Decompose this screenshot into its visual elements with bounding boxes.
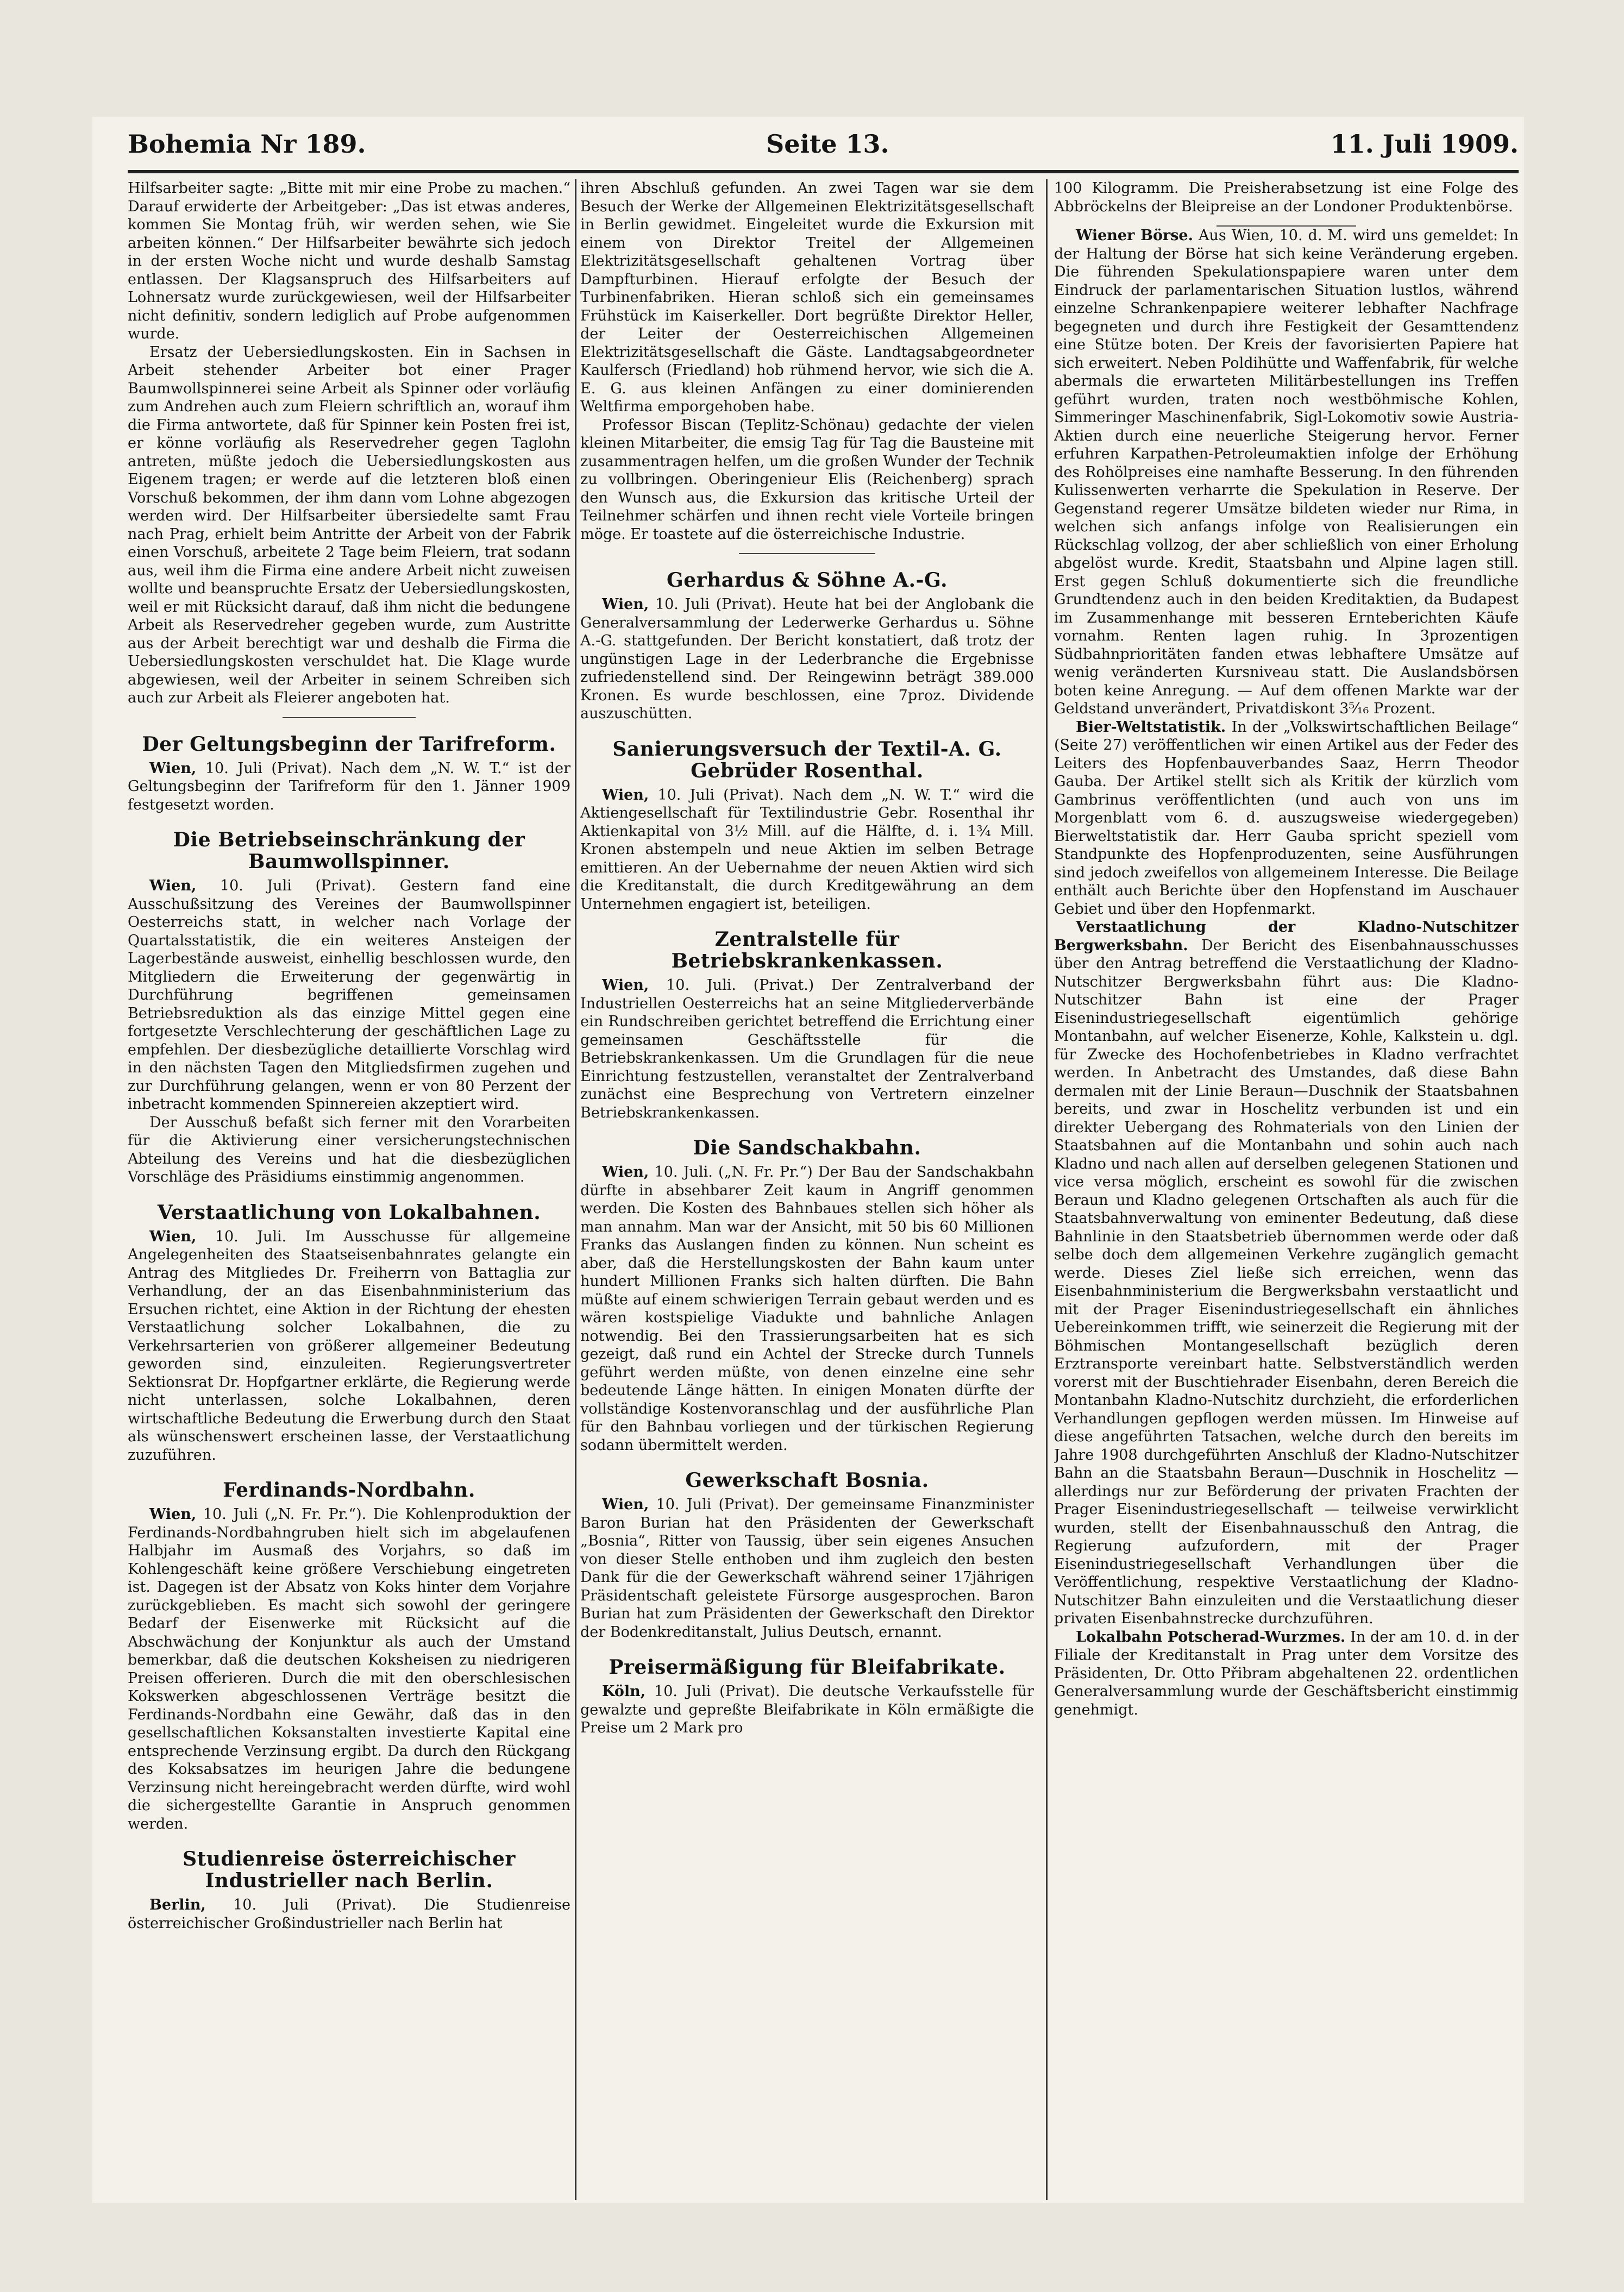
article-paragraph <box>580 1682 1034 1737</box>
article-paragraph <box>1054 918 1519 1628</box>
article-paragraph <box>128 759 570 814</box>
column-rule <box>1046 179 1048 2200</box>
article-heading: Die Sandschakbahn. <box>693 1136 921 1159</box>
dateline: Wien, <box>149 759 197 777</box>
dateline: Wien, <box>149 877 197 894</box>
article-paragraph: ihren Abschluß gefunden. An zwei Tagen war sie dem Besuch der Werke der Allgemeinen Elektrizitätsgesellschaft in Berlin gewidmet. Eingeleitet wurde die Exkursion mit einem von Direktor Treitel der Allgemeinen Elektrizitätsgesellschaft gehaltenen Vortrag über Dampfturbinen. Hierauf erfolgte der Besuch der Turbinenfabriken. Hieran schloß sich ein gemeinsames Frühstück im Kaiserkeller. Dort begrüßte Direktor Heller, der Leiter der Oesterreichischen Allgemeinen Elektrizitätsgesellschaft die Gäste. Landtagsabgeordneter Kaulfersch (Friedland) hob rühmend hervor, wie sich die A. E. G. aus kleinen Anfängen zu einer dominierenden Weltfirma emporgehoben habe. <box>580 180 1034 415</box>
dateline: Wien, <box>149 1228 197 1245</box>
article-paragraph: Ersatz der Uebersiedlungskosten. Ein in Sachsen in Arbeit stehender Arbeiter bot einer Prager Baumwollspinnerei seine Arbeit als Spinner oder vorläufig zum Andrehen auch zum Fleiern schriftlich an, worauf ihm die Firma antwortete, daß für Spinner kein Posten frei ist, er könne vorläufig als Reservedreher gegen Taglohn antreten, müßte jedoch die Uebersiedlungskosten aus Eigenem tragen; er werde auf die letzteren bloß einen Vorschuß bekommen, der ihm dann vom Lohne abgezogen werden wird. Der Hilfsarbeiter übersiedelte samt Frau nach Prag, erhielt beim Antritte der Arbeit von der Fabrik einen Vorschuß, arbeitete 2 Tage beim Fleiern, trat sodann aus, weil ihm die Firma eine andere Arbeit nicht zuweisen wollte und beanspruchte Ersatz der Uebersiedlungskosten, weil er mit Rücksicht darauf, daß ihm nicht die bedungene Arbeit als Reservedreher gegeben wurde, zum Austritte aus der Arbeit berechtigt war und deshalb die Firma die Uebersiedlungskosten verschuldet hat. Die Klage wurde abgewiesen, weil der Arbeiter in seinem Schreiben sich auch zur Arbeit als Fleierer angeboten hat. <box>128 343 570 706</box>
article-text: 10. Juli (Privat). Die Studienreise österreichischer Großindustrieller nach Berlin hat <box>128 1897 570 1932</box>
article-paragraph <box>580 1163 1034 1454</box>
run-in-heading: Verstaatlichung der Kladno-Nutschitzer Bergwerksbahn. <box>1054 919 1519 954</box>
header-page-number: Seite 13. <box>766 129 889 159</box>
article-paragraph <box>128 877 570 1114</box>
dateline: Wien, <box>149 1506 197 1523</box>
article-text: 10. Juli („N. Fr. Pr.“). Die Kohlenproduktion der Ferdinands-Nordbahngruben hielt sich im abgelaufenen Halbjahr im Ausmaß des Vorjahrs, so daß im Kohlengeschäft keine größere Verschiebung eingetreten ist. Dagegen ist der Absatz von Koks hinter dem Vorjahre zurückgeblieben. Es macht sich sowohl der geringere Bedarf der Eisenwerke mit Rücksicht auf die Abschwächung der Konjunktur als auch der Umstand bemerkbar, daß die deutschen Koksheisen zu niedrigeren Preisen offerieren. Durch die mit den oberschlesischen Kokswerken abgeschlossenen Verträge besitzt die Ferdinands-Nordbahn eine Gewähr, daß das in den gesellschaftlichen Koksanstalten investierte Kapital eine entsprechende Verzinsung ergibt. Da durch den Rückgang des Koksabsatzes im heurigen Jahre die bedungene Verzinsung nicht hereingebracht werden dürfte, wird wohl die sichergestellte Garantie in Anspruch genommen werden. <box>128 1506 570 1832</box>
article-paragraph: Professor Biscan (Teplitz-Schönau) gedachte der vielen kleinen Mitarbeiter, die emsig Tag für Tag die Bausteine mit zusammentragen helfen, um die großen Wunder der Technik zu vollbringen. Oberingenieur Elis (Reichenberg) sprach den Wunsch aus, die Exkursion das kritische Urteil der Teilnehmer schärfen und ihnen recht viele Vorteile bringen möge. Er toastete auf die österreichische Industrie. <box>580 416 1034 543</box>
article-heading: Preisermäßigung für Bleifabrikate. <box>609 1656 1006 1679</box>
article-paragraph <box>580 786 1034 914</box>
article-separator <box>739 553 875 554</box>
article-paragraph: 100 Kilogramm. Die Preisherabsetzung ist eine Folge des Abbröckelns der Bleipreise an der Londoner Produktenbörse. <box>1054 180 1519 215</box>
article-text: 10. Juli (Privat). Heute hat bei der Anglobank die Generalversammlung der Lederwerke Gerhardus u. Söhne A.-G. stattgefunden. Der Bericht konstatiert, daß trotz der ungünstigen Lage in der Lederbranche die Ergebnisse zufriedenstellend sind. Der Reingewinn beträgt 389.000 Kronen. Es wurde beschlossen, eine 7proz. Dividende auszuschütten. <box>580 596 1034 722</box>
article-heading: Der Geltungsbeginn der Tarifreform. <box>142 732 556 756</box>
column-2 <box>580 179 1034 2200</box>
article-text: 10. Juli. Im Ausschusse für allgemeine Angelegenheiten des Staatseisenbahnrates gelangte ein Antrag des Mitgliedes Dr. Freiherrn von Battaglia zur Verhandlung, der an das Eisenbahnministerium das Ersuchen richtet, eine Aktion in der Richtung der ehesten Verstaatlichung solcher Lokalbahnen, die zu Verkehrsarterien von größerer allgemeiner Bedeutung geworden sind, einzuleiten. Regierungsvertreter Sektionsrat Dr. Hopfgartner erklärte, die Regierung werde nicht unterlassen, solche Lokalbahnen, deren wirtschaftliche Bedeutung die Erwerbung durch den Staat als wünschenswert erscheinen lasse, der Verstaatlichung zuzuführen. <box>128 1228 570 1464</box>
article-text: Aus Wien, 10. d. M. wird uns gemeldet: In der Haltung der Börse hat sich keine Veränderung ergeben. Die führenden Spekulationspapiere waren unter dem Eindruck der parlamentarischen Situation lustlos, während einzelne Schrankenpapiere weiterer lebhafter Nachfrage begegneten und durch ihre Festigkeit der Gesamttendenz eine Stütze boten. Der Kreis der favorisierten Papiere hat sich erweitert. Neben Poldihütte und Waffenfabrik, für welche abermals die erwarteten Militärbestellungen ins Treffen geführt wurden, traten noch westböhmische Kohlen, Simmeringer Maschinenfabrik, Sigl-Lokomotiv sowie Austria-Aktien durch eine neuerliche Steigerung hervor. Ferner erfuhren Karpathen-Petroleumaktien infolge der Erhöhung des Rohölpreises eine namhafte Besserung. In den führenden Kulissenwerten verharrte die Spekulation in Reserve. Der Gegenstand regerer Umsätze bildeten wieder nur Rima, in welchen sich anfangs infolge von Realisierungen ein Rückschlag vollzog, der aber schließlich von einer Erholung abgelöst wurde. Kredit, Staatsbahn und Alpine lagen still. Erst gegen Schluß dokumentierte sich die freundliche Grundtendenz auch in den beiden Kreditaktien, da Budapest im Zusammenhange mit besseren Ernteberichten Käufe vornahm. Renten lagen ruhig. In 3prozentigen Südbahnprioritäten fanden etwas lebhaftere Umsätze auf wenig veränderten Kursniveau statt. Die Auslandsbörsen boten keine Anregung. — Auf dem offenen Markte war der Geldstand unverändert, Privatdiskont 3⁵⁄₁₆ Prozent. <box>1054 227 1519 717</box>
column-3 <box>1054 179 1519 2200</box>
article-text: In der am 10. d. in der Filiale der Kreditanstalt in Prag unter dem Vorsitze des Präsidenten, Dr. Otto Přibram abgehaltenen 22. ordentlichen Generalversammlung wurde der Geschäftsbericht einstimmig genehmigt. <box>1054 1628 1519 1718</box>
article-text: 10. Juli. (Privat.) Der Zentralverband der Industriellen Oesterreichs hat an seine Mitgliederverbände ein Rundschreiben gerichtet betreffend die Errichtung einer gemeinsamen Geschäftsstelle für die Betriebskrankenkassen. Um die Grundlagen für die neue Einrichtung festzustellen, veranstaltet der Zentralverband zunächst eine Besprechung von Vertretern einzelner Betriebskrankenkassen. <box>580 977 1034 1121</box>
article-heading: Verstaatlichung von Lokalbahnen. <box>157 1201 541 1224</box>
article-paragraph: Hilfsarbeiter sagte: „Bitte mit mir eine Probe zu machen.“ Darauf erwiderte der Arbeitgeber: „Das ist etwas anderes, kommen Sie Montag früh, wir werden sehen, wie Sie arbeiten können.“ Der Hilfsarbeiter bewährte sich jedoch in der ersten Woche nicht und wurde deshalb Samstag entlassen. Der Klagsanspruch des Hilfsarbeiters auf Lohnersatz wurde zurückgewiesen, weil der Hilfsarbeiter nicht definitiv, sondern lediglich auf Probe aufgenommen wurde. <box>128 180 570 342</box>
article-paragraph <box>580 595 1034 723</box>
header-issue: Bohemia Nr 189. <box>128 129 366 159</box>
article-paragraph <box>580 1496 1034 1641</box>
article-text: 10. Juli (Privat). Der gemeinsame Finanzminister Baron Burian hat den Präsidenten der Gewerkschaft „Bosnia“, Ritter von Taussig, über sein eigenes Ansuchen von dieser Stelle enthoben und ihm zugleich den besten Dank für die der Gewerkschaft während seiner 17jährigen Präsidentschaft geleistete Fürsorge ausgesprochen. Baron Burian hat zum Präsidenten der Gewerkschaft den Direktor der Bodenkreditanstalt, Julius Deutsch, ernannt. <box>580 1496 1034 1641</box>
run-in-heading: Lokalbahn Potscherad-Wurzmes. <box>1076 1628 1346 1646</box>
article-paragraph <box>1054 1628 1519 1719</box>
header-rule <box>128 170 1519 173</box>
article-text: In der „Volkswirtschaftlichen Beilage“ (Seite 27) veröffentlichen wir einen Artikel aus der Feder des Leiters des Hopfenbauverbandes Saaz, Herrn Theodor Gauba. Der Artikel stellt sich als Kritik der kürzlich vom Gambrinus veröffentlichten (und auch von uns im Morgenblatt vom 6. d. auszugsweise wiedergegeben) Bierweltstatistik dar. Herr Gauba spricht speziell vom Standpunkte des Hopfenproduzenten, seine Ausführungen sind jedoch zweifellos von allgemeinem Interesse. Die Beilage enthält auch Berichte über den Hopfenstand im Auschauer Gebiet und über den Hopfenmarkt. <box>1054 718 1519 918</box>
article-paragraph <box>128 1228 570 1465</box>
article-paragraph <box>1054 227 1519 718</box>
article-heading: Sanierungsversuch der Textil-A. G. Gebrüder Rosenthal. <box>612 737 1002 782</box>
article-heading: Gerhardus & Söhne A.-G. <box>667 569 948 592</box>
column-1 <box>128 179 570 2200</box>
dateline: Berlin, <box>149 1897 206 1913</box>
article-paragraph <box>580 976 1034 1122</box>
column-rule <box>575 179 576 2200</box>
article-paragraph <box>128 1505 570 1833</box>
article-heading: Zentralstelle für Betriebskrankenkassen. <box>671 928 943 972</box>
article-paragraph <box>1054 718 1519 919</box>
article-heading: Gewerkschaft Bosnia. <box>685 1469 929 1492</box>
article-text: 10. Juli (Privat). Nach dem „N. W. T.“ ist der Geltungsbeginn der Tarifreform für den 1. Jänner 1909 festgesetzt worden. <box>128 759 570 813</box>
dateline: Wien, <box>602 596 649 613</box>
dateline: Wien, <box>602 786 649 803</box>
article-heading: Studienreise österreichischer Industrieller nach Berlin. <box>183 1848 516 1892</box>
article-heading: Ferdinands-Nordbahn. <box>223 1479 475 1502</box>
article-text: 10. Juli (Privat). Gestern fand eine Ausschußsitzung des Vereines der Baumwollspinner Oesterreichs statt, in welcher nach Vorlage der Quartalsstatistik, die ein weiteres Ansteigen der Lagerbestände ausweist, einhellig beschlossen wurde, den Mitgliedern die Erweiterung der gegenwärtig in Durchführung begriffenen gemeinsamen Betriebsreduktion als das einzige Mittel gegen eine fortgesetzte Verschlechterung der geschäftlichen Lage zu empfehlen. Der diesbezügliche detaillierte Vorschlag wird in den nächsten Tagen den Mitgliedsfirmen zugehen und zur Durchführung gelangen, wenn er von 80 Perzent der inbetracht kommenden Spinnereien akzeptiert wird. <box>128 877 570 1113</box>
dateline: Wien, <box>602 1164 649 1180</box>
article-heading: Die Betriebseinschränkung der Baumwollspinner. <box>173 828 525 873</box>
run-in-heading: Bier-Weltstatistik. <box>1076 718 1226 736</box>
article-text: 10. Juli. („N. Fr. Pr.“) Der Bau der Sandschakbahn dürfte in absehbarer Zeit kaum in Angriff genommen werden. Die Kosten des Bahnbaues stellen sich höher als man annahm. Man war der Ansicht, mit 50 bis 60 Millionen Franks das Auslangen finden zu können. Nun scheint es aber, daß die Herstellungskosten der Bahn kaum unter hundert Millionen Franks sich halten dürften. Die Bahn müßte auf einem schwierigen Terrain gebaut werden und es wären kostspielige Viadukte und bahnliche Anlagen notwendig. Bei den Trassierungsarbeiten hat es sich gezeigt, daß rund ein Achtel der Strecke durch Tunnels geführt werden müßte, von denen einzelne eine sehr bedeutende Länge hätten. In einigen Monaten dürfte der vollständige Kostenvoranschlag und der ausführliche Plan für den Bahnbau vorliegen und der türkischen Regierung sodann übermittelt werden. <box>580 1164 1034 1454</box>
article-paragraph <box>128 1896 570 1932</box>
article-separator <box>283 717 416 718</box>
article-paragraph: Der Ausschuß befaßt sich ferner mit den Vorarbeiten für die Aktivierung einer versicherungstechnischen Abteilung des Vereins und hat die diesbezüglichen Vorschläge des Präsidiums einstimmig angenommen. <box>128 1114 570 1185</box>
run-in-heading: Wiener Börse. <box>1076 227 1193 244</box>
article-text: 10. Juli (Privat). Nach dem „N. W. T.“ wird die Aktiengesellschaft für Textilindustrie Gebr. Rosenthal ihr Aktienkapital von 3½ Mill. auf die Hälfte, d. i. 1¾ Mill. Kronen abstempeln und neue Aktien im selben Betrage emittieren. An der Uebernahme der neuen Aktien wird sich die Kreditanstalt, die durch Kreditgewährung an dem Unternehmen engagiert ist, beteiligen. <box>580 786 1034 913</box>
dateline: Wien, <box>602 977 649 994</box>
header-date: 11. Juli 1909. <box>1330 129 1519 159</box>
article-text: 10. Juli (Privat). Die deutsche Verkaufsstelle für gewalzte und gepreßte Bleifabrikate in Köln ermäßigte die Preise um 2 Mark pro <box>580 1683 1034 1736</box>
dateline: Köln, <box>602 1683 646 1700</box>
article-text: Der Bericht des Eisenbahnausschusses über den Antrag betreffend die Verstaatlichung der Kladno-Nutschitzer Bergwerksbahn führt aus: Die Kladno-Nutschitzer Bahn ist eine der Prager Eisenindustriegesellschaft eigentümlich gehörige Montanbahn, auf welcher Eisenerze, Kohle, Kalkstein u. dgl. für Zwecke des Hochofenbetriebes in Kladno verfrachtet werden. In Anbetracht des Umstandes, daß diese Bahn dermalen mit der Linie Beraun—Duschnik der Staatsbahnen bereits, und zwar in Hoschelitz verbunden ist und ein direkter Uebergang des Rohmaterials von den Linien der Staatsbahnen auf die Montanbahn und sohin auch nach Kladno und nach allen auf derselben gelegenen Stationen und vice versa möglich, erscheint es sowohl für die zwischen Beraun und Kladno gelegenen Ortschaften als auch für die Staatsbahnverwaltung von eminenter Bedeutung, daß diese Bahnlinie in den Staatsbetrieb übernommen werde oder daß selbe doch dem allgemeinen Verkehre zugänglich gemacht werde. Dieses Ziel ließe sich erreichen, wenn das Eisenbahnministerium die Bergwerksbahn verstaatlicht und mit der Prager Eisenindustriegesellschaft ein ähnliches Uebereinkommen trifft, wie seinerzeit die Regierung mit der Böhmischen Montangesellschaft bezüglich deren Erztransporte vereinbart hatte. Selbstverständlich werden vorerst mit der Buschtiehrader Eisenbahn, deren Bereich die Montanbahn Kladno-Nutschitz durchzieht, die erforderlichen Verhandlungen gepflogen werden müssen. Im Hinweise auf diese angeführten Tatsachen, welche durch den bereits im Jahre 1908 durchgeführten Anschluß der Kladno-Nutschitzer Bahn an die Staatsbahn Beraun—Duschnik in Hoschelitz — allerdings nur zur Beförderung der privaten Frachten der Prager Eisenindustriegesellschaft — teilweise verwirklicht wurden, stellt der Eisenbahnausschuß den Antrag, die Regierung aufzufordern, mit der Prager Eisenindustriegesellschaft Verhandlungen über die Veröffentlichung, respektive Verstaatlichung der Kladno-Nutschitzer Bahn einzuleiten und die Verstaatlichung dieser privaten Eisenbahnstrecke durchzuführen. <box>1054 937 1519 1627</box>
dateline: Wien, <box>602 1496 649 1513</box>
page-header <box>128 129 1519 168</box>
